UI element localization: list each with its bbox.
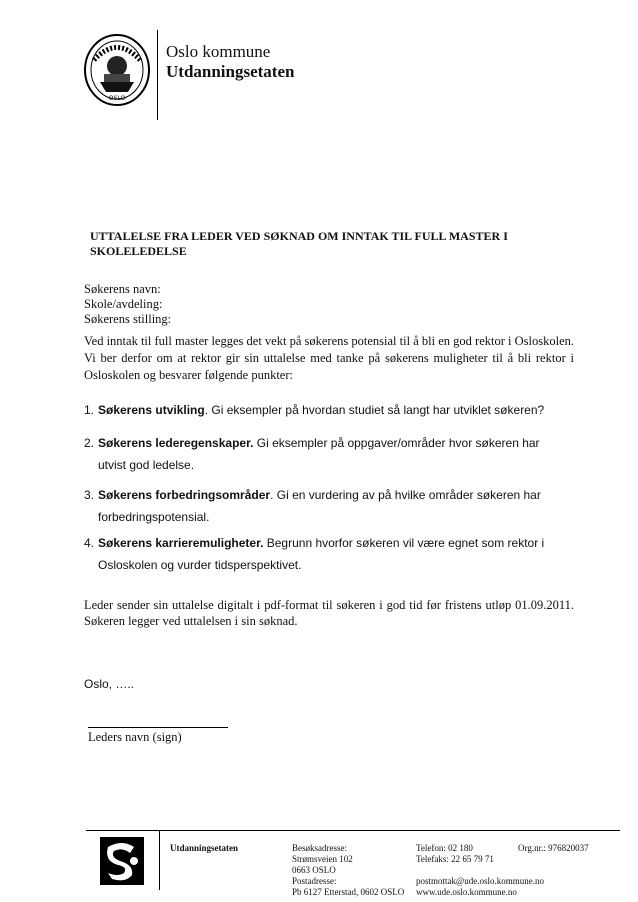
visit-label: Besøksadresse: — [292, 843, 347, 853]
question-text: Begrunn hvorfor søkeren vil være egnet som rektor i Osloskolen og vurder tidsperspektivet. — [98, 536, 545, 572]
question-number: 2. — [84, 436, 95, 450]
question-number: 3. — [84, 488, 95, 502]
intro-paragraph: Ved inntak til full master legges det vekt på søkerens potensial til å bli en god rektor i Osloskolen. Vi ber derfor om at rektor gir sin uttalelse med tanke på søkerens muligheter til å bli rektor i Osloskolen og besvarer følgende punkter: — [84, 334, 574, 382]
question-text: . Gi en vurdering av på hvilke områder søkeren har forbedringspotensial. — [98, 488, 541, 524]
post-label: Postadresse: — [292, 876, 337, 886]
svg-text:OSLO: OSLO — [108, 95, 126, 102]
visit-address-block — [292, 843, 404, 898]
place-date: Oslo, ….. — [84, 677, 135, 691]
title-line: SKOLELEDELSE — [90, 244, 187, 258]
footer-unit: Utdanningsetaten — [170, 843, 239, 853]
fax: Telefaks: 22 65 79 71 — [416, 854, 494, 864]
signature-line — [88, 727, 228, 728]
applicant-position-field: Søkerens stilling: — [84, 312, 172, 326]
post-address: Pb 6127 Etterstad, 0602 OSLO — [292, 887, 405, 897]
oslo-seal-icon — [82, 30, 152, 108]
email-link[interactable]: postmottak@ude.oslo.kommune.no — [416, 876, 545, 886]
org-name: Oslo kommune — [166, 42, 271, 61]
phone: Telefon: 02 180 — [416, 843, 473, 853]
signature-label: Leders navn (sign) — [88, 730, 182, 744]
closing-paragraph: Leder sender sin uttalelse digitalt i pdf-format til søkeren i god tid før fristens utløp 01.09.2011. Søkeren legger ved uttalelsen i sin søknad. — [84, 598, 574, 628]
org-unit: Utdanningsetaten — [166, 62, 295, 81]
web-link[interactable]: www.ude.oslo.kommune.no — [416, 887, 517, 897]
question-number: 4. — [84, 536, 95, 550]
question-heading: Søkerens utvikling — [98, 403, 205, 417]
question-number: 1. — [84, 403, 95, 417]
school-department-field: Skole/avdeling: — [84, 297, 163, 311]
question-heading: Søkerens karrieremuligheter. — [98, 536, 264, 550]
footer-vertical-divider — [159, 830, 160, 890]
question-heading: Søkerens lederegenskaper. — [98, 436, 254, 450]
oslo-logo-icon — [100, 837, 144, 885]
question-heading: Søkerens forbedringsområder — [98, 488, 271, 502]
document-title — [90, 229, 560, 259]
applicant-name-field: Søkerens navn: — [84, 282, 161, 296]
question-text: . Gi eksempler på hvordan studiet så langt har utviklet søkeren? — [204, 403, 545, 417]
question-text: Gi eksempler på oppgaver/områder hvor søkeren har utvist god ledelse. — [98, 436, 540, 472]
org-number: Org.nr.: 976820037 — [518, 843, 589, 853]
title-line: UTTALELSE FRA LEDER VED SØKNAD OM INNTAK TIL FULL MASTER I — [90, 229, 508, 243]
footer-divider — [86, 830, 620, 831]
visit-street: Strømsveien 102 — [292, 854, 353, 864]
header-divider — [157, 30, 158, 120]
visit-city: 0663 OSLO — [292, 865, 336, 875]
